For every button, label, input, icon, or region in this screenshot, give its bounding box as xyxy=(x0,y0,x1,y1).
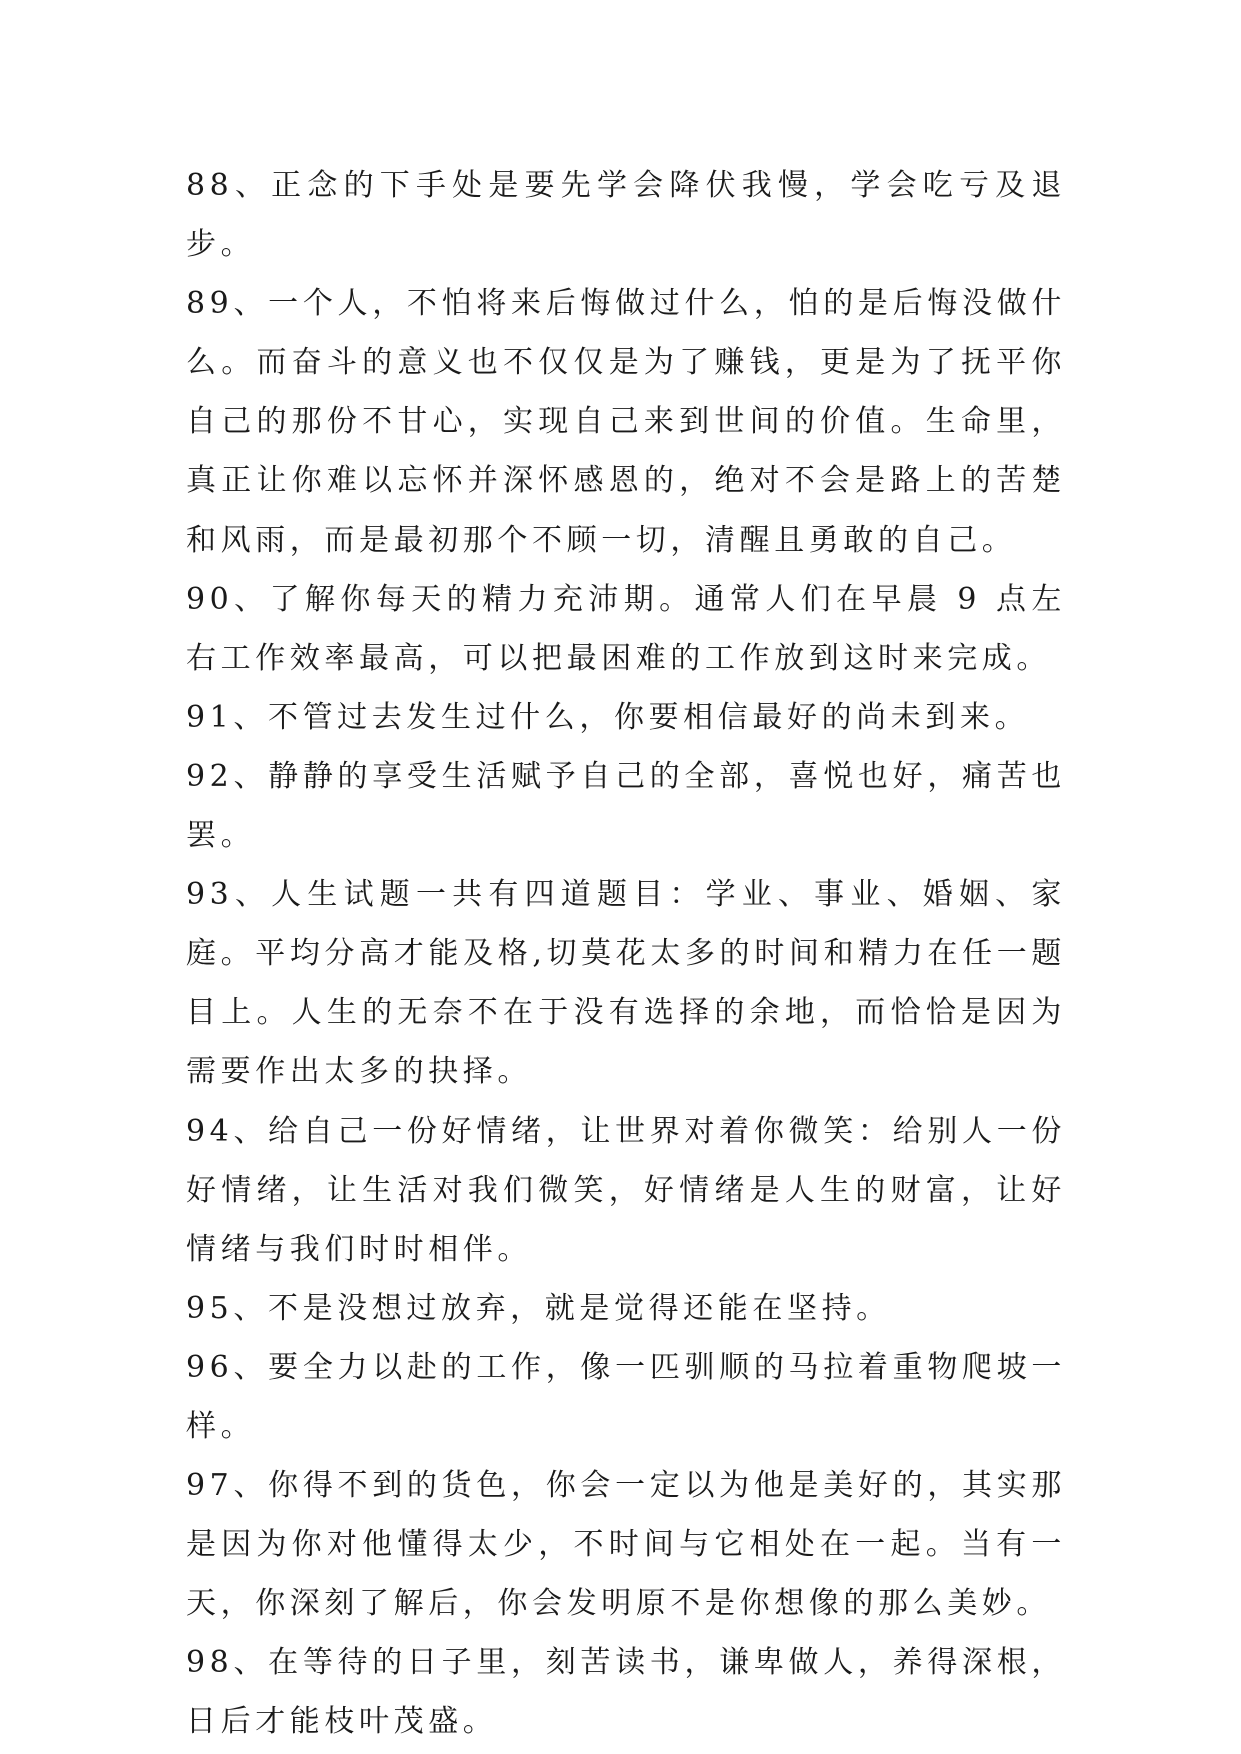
quote-entry-90: 90、了解你每天的精力充沛期。通常人们在早晨 9 点左右工作效率最高，可以把最困难的工作放到这时来完成。 xyxy=(186,581,1066,676)
quote-entry-98: 98、在等待的日子里，刻苦读书，谦卑做人，养得深根，日后才能枝叶茂盛。 xyxy=(186,1645,1066,1740)
quote-entry-96: 96、要全力以赴的工作，像一匹驯顺的马拉着重物爬坡一样。 xyxy=(186,1349,1066,1444)
quote-entry-92: 92、静静的享受生活赋予自己的全部，喜悦也好，痛苦也罢。 xyxy=(186,758,1066,854)
quote-entry-89: 89、一个人，不怕将来后悔做过什么，怕的是后悔没做什么。而奋斗的意义也不仅仅是为了赚钱，更是为了抚平你自己的那份不甘心，实现自己来到世间的价值。生命里，真正让你难以忘怀并深怀感恩的，绝对不会是路上的苦楚和风雨，而是最初那个不顾一切，清醒且勇敢的自己。 xyxy=(186,286,1066,558)
quote-entry-88: 88、正念的下手处是要先学会降伏我慢，学会吃亏及退步。 xyxy=(186,168,1066,263)
quote-entry-97: 97、你得不到的货色，你会一定以为他是美好的，其实那是因为你对他懂得太少，不时间与它相处在一起。当有一天，你深刻了解后，你会发明原不是你想像的那么美妙。 xyxy=(186,1468,1066,1622)
quote-entry-95: 95、不是没想过放弃，就是觉得还能在坚持。 xyxy=(186,1290,891,1326)
document-body xyxy=(186,156,1066,1752)
quote-entry-93: 93、人生试题一共有四道题目：学业、事业、婚姻、家庭。平均分高才能及格,切莫花太多的时间和精力在任一题目上。人生的无奈不在于没有选择的余地，而恰恰是因为需要作出太多的抉择。 xyxy=(186,877,1066,1090)
quote-entry-91: 91、不管过去发生过什么，你要相信最好的尚未到来。 xyxy=(186,699,1030,735)
quote-entry-94: 94、给自己一份好情绪，让世界对着你微笑：给别人一份好情绪，让生活对我们微笑，好情绪是人生的财富，让好情绪与我们时时相伴。 xyxy=(186,1113,1066,1267)
